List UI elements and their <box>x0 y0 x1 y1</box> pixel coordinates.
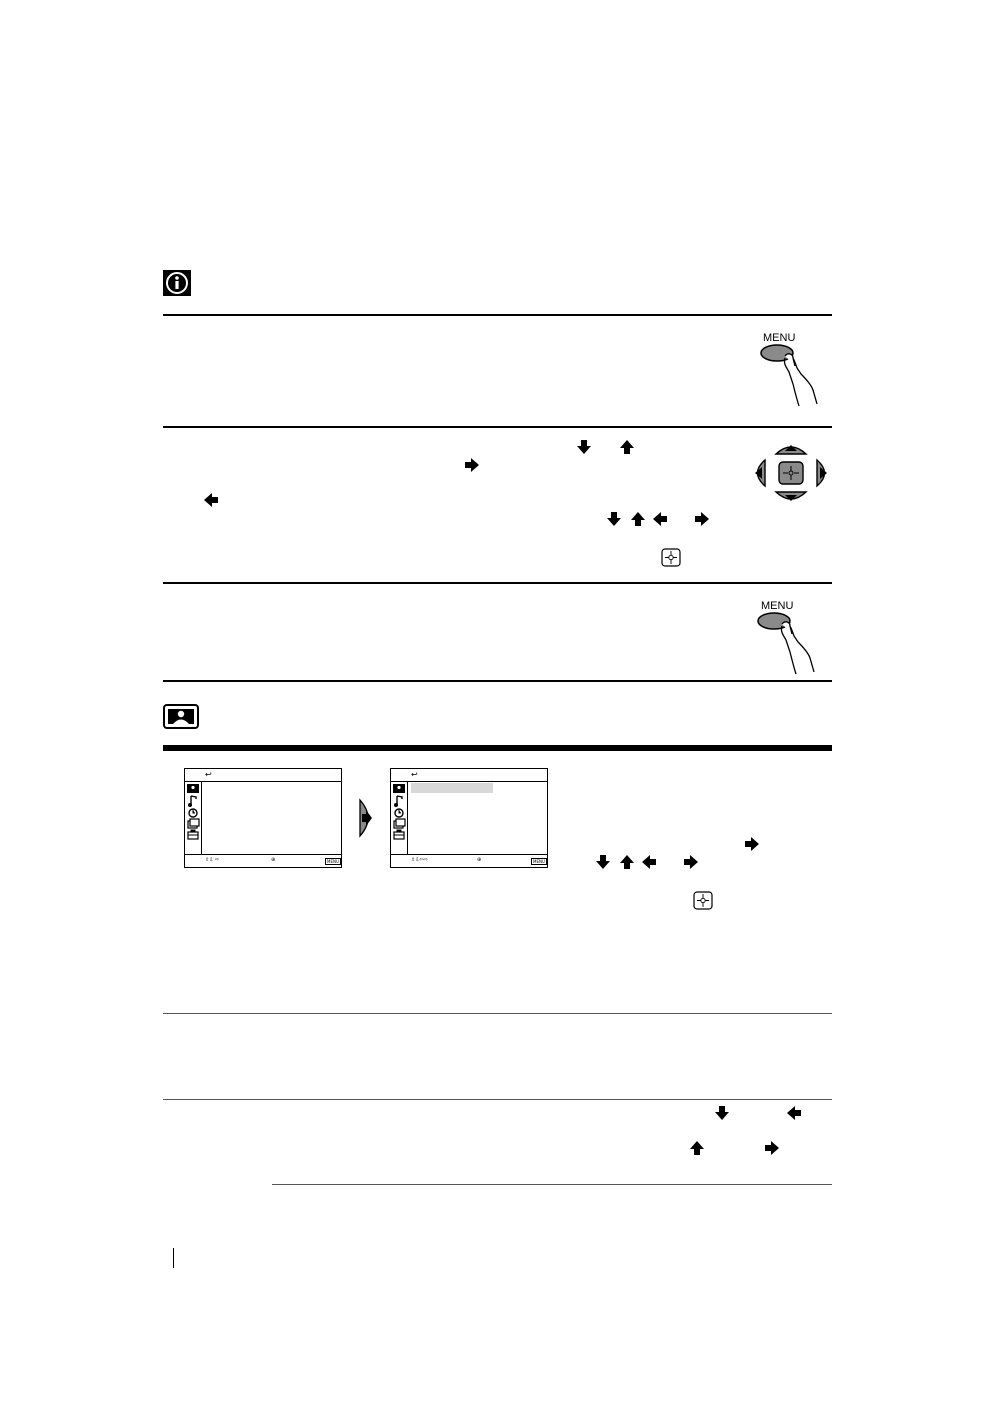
table-rule-3 <box>272 1184 832 1185</box>
section-rule-1 <box>163 314 832 316</box>
arrow-left-icon-3 <box>787 1106 801 1125</box>
back-icon: ↩ <box>411 770 418 779</box>
arrow-right-icon <box>465 458 479 477</box>
menu-screen-header <box>391 769 547 782</box>
back-icon: ↩ <box>205 770 212 779</box>
arrow-down-icon-3 <box>715 1106 729 1125</box>
footer-select-hint: ⊕ <box>271 857 276 863</box>
menu-screen-after <box>390 768 548 868</box>
menu-screen-header <box>185 769 341 782</box>
footer-menu-hint: MENU <box>327 859 339 864</box>
table-rule-2 <box>163 1099 832 1100</box>
menu-button-label-1: MENU <box>763 332 796 344</box>
arrow-up-icon <box>620 440 634 459</box>
menu-item-highlight <box>411 783 493 793</box>
menu-screen-before <box>184 768 342 868</box>
arrow-left-icon <box>204 493 218 512</box>
menu-category-icons <box>391 782 407 842</box>
section-rule-3 <box>163 582 832 584</box>
page-margin-bar <box>173 1248 174 1268</box>
menu-button-label-2: MENU <box>761 600 794 612</box>
menu-button-hand-icon-2 <box>752 612 822 681</box>
ok-button-icon <box>661 548 681 572</box>
picture-menu-icon <box>163 704 199 729</box>
section-rule-4 <box>163 680 832 682</box>
menu-screen-sidebar <box>391 782 408 854</box>
info-icon <box>163 270 191 296</box>
ok-button-icon-2 <box>693 891 713 915</box>
footer-menu-hint: MENU <box>533 859 545 864</box>
right-arrow-button-icon <box>358 798 376 843</box>
arrow-cluster-icons <box>607 512 711 531</box>
arrow-right-icon-3 <box>765 1141 779 1160</box>
menu-button-hand-icon-1 <box>755 344 825 413</box>
table-rule-1 <box>163 1013 832 1014</box>
menu-screen-footer <box>391 854 547 867</box>
menu-category-icons <box>185 782 201 842</box>
menu-screen-sidebar <box>185 782 202 854</box>
section-rule-thick <box>163 745 832 751</box>
section-rule-2 <box>163 426 832 428</box>
footer-select-hint: ⊕ <box>477 857 482 863</box>
arrow-down-icon <box>577 440 591 459</box>
arrow-up-icon-3 <box>690 1141 704 1160</box>
footer-nav-hint: ⇧⇩ ⇨ <box>205 857 220 863</box>
footer-nav-hint: ⇧⇩⇦⇨ <box>411 857 428 863</box>
navigation-pad-icon <box>752 442 830 509</box>
arrow-cluster-icons-2 <box>596 855 700 874</box>
menu-screen-footer <box>185 854 341 867</box>
arrow-right-icon-2 <box>745 837 759 856</box>
